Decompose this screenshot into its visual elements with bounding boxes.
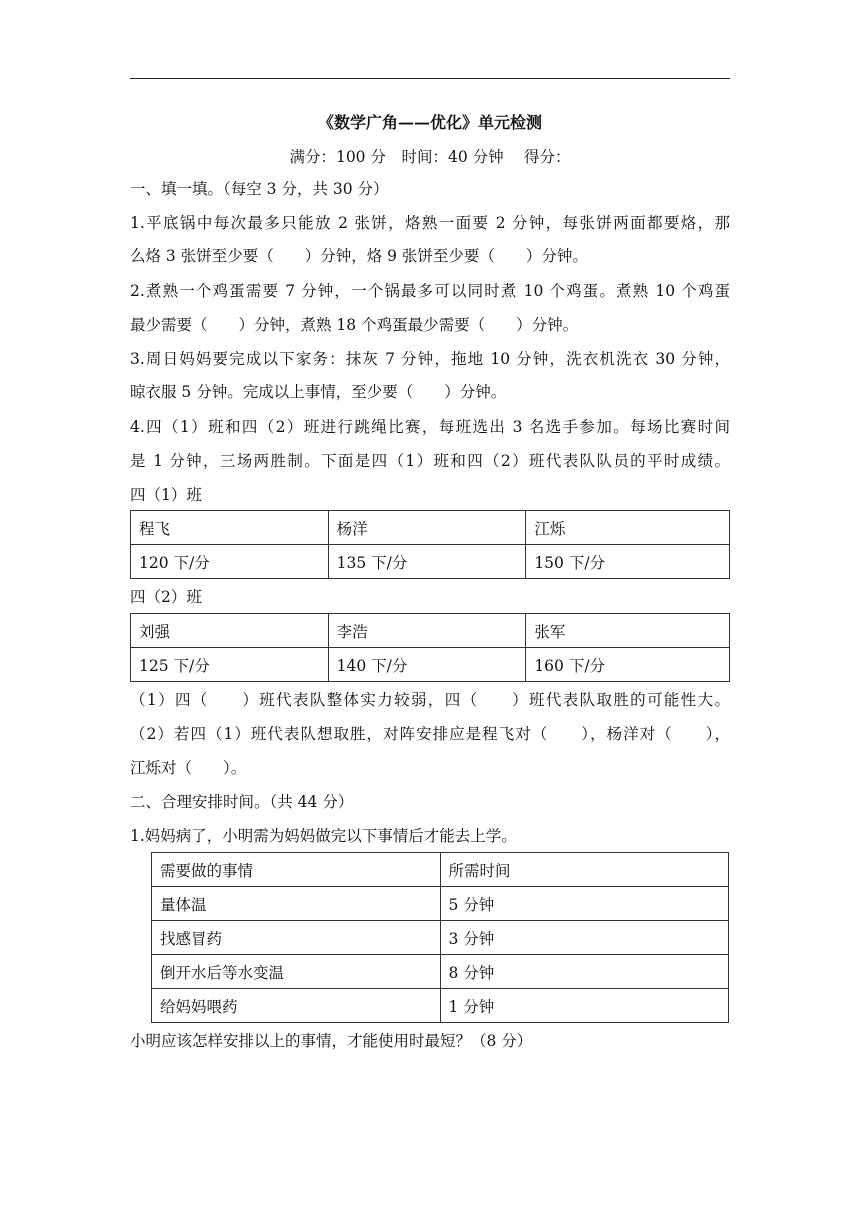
- table-cell: 倒开水后等水变温: [152, 955, 441, 989]
- table-cell: 5 分钟: [440, 887, 729, 921]
- header-rule: [130, 78, 730, 79]
- table-cell: 张军: [526, 614, 730, 648]
- table-cell: 李浩: [328, 614, 526, 648]
- table-cell: 找感冒药: [152, 921, 441, 955]
- q1-line1: 1.平底锅中每次最多只能放 2 张饼，烙熟一面要 2 分钟，每张饼两面都要烙，那: [130, 214, 730, 232]
- class1-label: 四（1）班: [130, 486, 202, 504]
- q4-sub1: （1）四（ ）班代表队整体实力较弱，四（ ）班代表队取胜的可能性大。: [130, 691, 730, 709]
- table-cell: 125 下/分: [131, 648, 329, 682]
- class2-label: 四（2）班: [130, 588, 202, 606]
- table-cell: 给妈妈喂药: [152, 989, 441, 1023]
- table-cell: 150 下/分: [526, 545, 730, 579]
- table-row: [152, 921, 729, 955]
- table-header-cell: 需要做的事情: [152, 853, 441, 887]
- table-cell: 杨洋: [328, 511, 526, 545]
- table-cell: 程飞: [131, 511, 329, 545]
- table-cell: 8 分钟: [440, 955, 729, 989]
- class1-table: [130, 510, 730, 579]
- q4-line1: 4.四（1）班和四（2）班进行跳绳比赛，每班选出 3 名选手参加。每场比赛时间: [130, 418, 730, 436]
- table-cell: 160 下/分: [526, 648, 730, 682]
- table-cell: 135 下/分: [328, 545, 526, 579]
- table-cell: 量体温: [152, 887, 441, 921]
- section1-heading: 一、填一填。（每空 3 分，共 30 分）: [130, 180, 389, 198]
- table-row: [152, 955, 729, 989]
- q2-line1: 2.煮熟一个鸡蛋需要 7 分钟，一个锅最多可以同时煮 10 个鸡蛋。煮熟 10 个鸡蛋: [130, 282, 730, 300]
- q4-sub2-line2: 江烁对（ ）。: [130, 759, 247, 777]
- q4-sub2-line1: （2）若四（1）班代表队想取胜，对阵安排应是程飞对（ ），杨洋对（ ），: [130, 725, 730, 743]
- section2-heading: 二、合理安排时间。（共 44 分）: [130, 793, 354, 811]
- table-row: [152, 989, 729, 1023]
- table-row: [131, 648, 730, 682]
- table-cell: 刘强: [131, 614, 329, 648]
- q3-line2: 晾衣服 5 分钟。完成以上事情，至少要（ ）分钟。: [130, 383, 507, 401]
- q3-line1: 3.周日妈妈要完成以下家务：抹灰 7 分钟，拖地 10 分钟，洗衣机洗衣 30 分钟，: [130, 350, 730, 368]
- table-header-cell: 所需时间: [440, 853, 729, 887]
- table-cell: 140 下/分: [328, 648, 526, 682]
- s2-q1-question: 小明应该怎样安排以上的事情，才能使用时最短？（8 分）: [130, 1032, 533, 1050]
- tasks-table: [151, 852, 729, 1023]
- q2-line2: 最少需要（ ）分钟，煮熟 18 个鸡蛋最少需要（ ）分钟。: [130, 316, 579, 334]
- table-header-row: [152, 853, 729, 887]
- page-title: 《数学广角——优化》单元检测: [317, 113, 542, 132]
- q1-line2: 么烙 3 张饼至少要（ ）分钟，烙 9 张饼至少要（ ）分钟。: [130, 247, 588, 265]
- class2-table: [130, 613, 730, 682]
- s2-q1: 1.妈妈病了，小明需为妈妈做完以下事情后才能去上学。: [130, 827, 517, 845]
- table-row: [131, 511, 730, 545]
- q4-line2: 是 1 分钟，三场两胜制。下面是四（1）班和四（2）班代表队队员的平时成绩。: [130, 452, 730, 470]
- table-cell: 120 下/分: [131, 545, 329, 579]
- table-row: [131, 545, 730, 579]
- table-cell: 江烁: [526, 511, 730, 545]
- table-cell: 1 分钟: [440, 989, 729, 1023]
- table-row: [152, 887, 729, 921]
- table-cell: 3 分钟: [440, 921, 729, 955]
- score-info: 满分：100 分 时间：40 分钟 得分：: [289, 148, 571, 166]
- table-row: [131, 614, 730, 648]
